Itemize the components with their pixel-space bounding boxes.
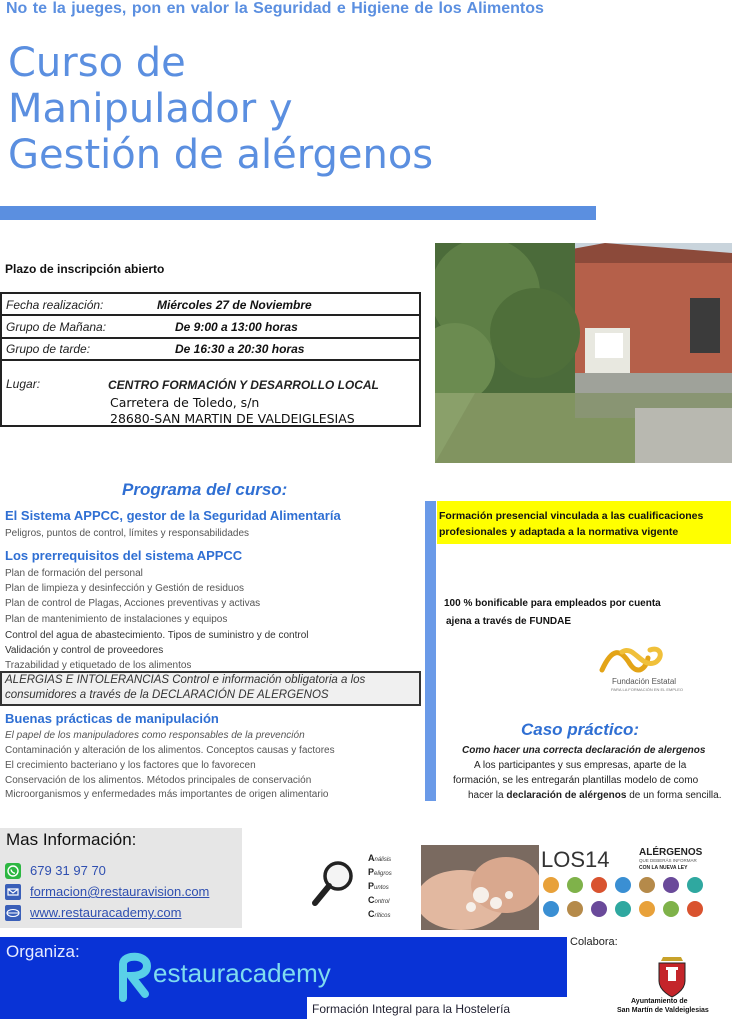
program-title: Programa del curso:	[122, 480, 288, 499]
case-study-text: de un forma sencilla.	[626, 790, 722, 801]
collaborator-label: Colabora:	[570, 936, 618, 948]
town-coat-of-arms-icon	[653, 955, 691, 1000]
appcc-letter: P	[368, 881, 375, 891]
case-study-line-2: formación, se les entregarán plantillas modelo de como	[453, 775, 699, 786]
allergen-line-1: ALERGIAS E INTOLERANCIAS Control e información obligatoria a los	[5, 674, 366, 686]
appcc-line	[368, 853, 391, 863]
appcc-word: ontrol	[374, 899, 390, 905]
allergen-icon	[591, 901, 607, 917]
allergen-icon	[639, 877, 655, 893]
list-item: Plan de formación del personal	[5, 568, 143, 579]
bonification-line-2: ajena a través de FUNDAE	[446, 616, 572, 627]
los14-title: LOS14	[541, 847, 610, 872]
appcc-word: untos	[374, 885, 389, 891]
allergen-icon	[591, 877, 607, 893]
appcc-letter: A	[368, 853, 375, 863]
course-title	[8, 40, 608, 178]
allergen-icon	[639, 901, 655, 917]
section-practices-heading: Buenas prácticas de manipulación	[5, 711, 219, 726]
contact-web-link[interactable]: www.restauracademy.com	[30, 905, 182, 920]
schedule-divider	[2, 359, 419, 361]
appcc-letter: P	[368, 867, 375, 877]
case-study-title: Caso práctico:	[521, 720, 640, 739]
training-line-2: profesionales y adaptada a la normativa vigente	[439, 526, 679, 538]
appcc-line	[368, 909, 391, 919]
course-title-line-1: Curso de	[8, 40, 186, 86]
case-study-line-3	[468, 790, 721, 801]
list-item: Plan de limpieza y desinfección y Gestión de residuos	[5, 583, 245, 594]
place-city: 28680-SAN MARTIN DE VALDEIGLESIAS	[110, 411, 355, 426]
training-highlight-box	[437, 501, 731, 544]
schedule-divider	[2, 337, 419, 339]
list-item: Contaminación y alteración de los alimentos. Conceptos causas y factores	[5, 745, 335, 756]
list-item: El papel de los manipuladores como responsables de la prevención	[5, 730, 305, 741]
bonification-line-1: 100 % bonificable para empleados por cuenta	[444, 598, 661, 609]
appcc-word: ríticos	[374, 913, 391, 919]
course-title-line-2: Manipulador y	[8, 86, 293, 132]
list-item: Validación y control de proveedores	[5, 645, 164, 656]
allergen-line-2: consumidores a través de la DECLARACIÓN DE ALERGENOS	[5, 689, 329, 701]
allergen-icon	[615, 901, 631, 917]
case-study-subtitle: Como hacer una correcta declaración de alergenos	[462, 745, 706, 756]
section-prereq-heading: Los prerrequisitos del sistema APPCC	[5, 548, 243, 563]
morning-label: Grupo de Mañana:	[6, 320, 107, 334]
allergens-14-graphic	[539, 845, 717, 927]
section-appcc-heading: El Sistema APPCC, gestor de la Seguridad Alimentaría	[5, 508, 341, 523]
list-item: Peligros, puntos de control, límites y responsabilidades	[5, 528, 250, 539]
building-illustration	[435, 243, 732, 463]
handwashing-photo	[421, 845, 539, 930]
allergen-icon	[663, 877, 679, 893]
appcc-word: nálisis	[374, 857, 392, 863]
allergens-icons-grid	[539, 845, 717, 927]
allergen-icon	[615, 877, 631, 893]
restauracademy-logo-text: estauracademy	[153, 958, 331, 988]
town-hall-line-1: Ayuntamiento de	[631, 998, 688, 1005]
contact-email-link[interactable]: formacion@restauravision.com	[30, 884, 210, 899]
email-icon	[5, 884, 21, 900]
list-item: El crecimiento bacteriano y los factores que lo favorecen	[5, 760, 256, 771]
list-item: Plan de mantenimiento de instalaciones y equipos	[5, 614, 228, 625]
organizer-slogan: Formación Integral para la Hostelería	[312, 1002, 511, 1016]
restauracademy-logo	[117, 948, 347, 1004]
appcc-line	[368, 895, 390, 905]
date-value: Miércoles 27 de Noviembre	[157, 298, 312, 312]
contact-phone: 679 31 97 70	[30, 863, 106, 878]
list-item: Plan de control de Plagas, Acciones preventivas y activas	[5, 598, 261, 609]
allergen-icon	[687, 901, 703, 917]
appcc-word: eligros	[374, 871, 392, 877]
inscription-notice: Plazo de inscripción abierto	[5, 262, 165, 276]
place-name: CENTRO FORMACIÓN Y DESARROLLO LOCAL	[108, 378, 379, 392]
magnifier-icon	[311, 858, 356, 908]
training-line-1: Formación presencial vinculada a las cualificaciones	[439, 510, 704, 522]
appcc-line	[368, 867, 392, 877]
place-label: Lugar:	[6, 377, 41, 391]
case-study-text: hacer la	[468, 790, 507, 801]
side-accent-bar	[425, 501, 436, 801]
appcc-letter: C	[368, 895, 375, 905]
list-item: Control del agua de abastecimiento. Tipos de suministro y de control	[5, 630, 309, 641]
organizer-label: Organiza:	[6, 942, 80, 961]
los14-line2: QUE DEBERÁS INFORMAR	[639, 858, 697, 863]
globe-icon	[5, 905, 21, 921]
afternoon-value: De 16:30 a 20:30 horas	[175, 342, 305, 356]
title-underline-bar	[0, 206, 596, 220]
contact-info-title: Mas Información:	[6, 830, 137, 849]
appcc-line	[368, 881, 389, 891]
whatsapp-icon	[5, 863, 21, 879]
place-address: Carretera de Toledo, s/n	[110, 395, 260, 410]
appcc-acronym	[368, 853, 416, 923]
course-title-line-3: Gestión de alérgenos	[8, 132, 434, 178]
case-study-line-1: A los participantes y sus empresas, aparte de la	[474, 760, 687, 771]
list-item: Microorganismos y enfermedades más importantes de origen alimentario	[5, 789, 329, 800]
los14-line3: CON LA NUEVA LEY	[639, 865, 688, 871]
appcc-letter: C	[368, 909, 375, 919]
fundae-name: Fundación Estatal	[612, 677, 677, 686]
morning-value: De 9:00 a 13:00 horas	[175, 320, 298, 334]
allergen-icon	[687, 877, 703, 893]
afternoon-label: Grupo de tarde:	[6, 342, 91, 356]
date-label: Fecha realización:	[6, 298, 104, 312]
fundae-mark-icon	[598, 640, 698, 676]
allergen-icon	[567, 877, 583, 893]
los14-line1: ALÉRGENOS	[639, 847, 703, 858]
fundae-subtitle: PARA LA FORMACIÓN EN EL EMPLEO	[611, 687, 684, 692]
schedule-divider	[2, 314, 419, 316]
allergen-icon	[543, 877, 559, 893]
list-item: Trazabilidad y etiquetado de los alimentos	[5, 660, 192, 671]
town-hall-line-2: San Martín de Valdeiglesias	[617, 1007, 709, 1014]
allergen-icon	[543, 901, 559, 917]
schedule-box	[0, 292, 421, 427]
tagline: No te la jueges, pon en valor la Seguridad e Higiene de los Alimentos	[6, 0, 544, 17]
allergen-icon	[567, 901, 583, 917]
allergen-highlight-box	[0, 671, 421, 706]
handwashing-illustration	[421, 845, 539, 930]
allergen-icon	[663, 901, 679, 917]
training-center-photo	[435, 243, 732, 463]
case-study-bold-text: declaración de alérgenos	[506, 790, 627, 801]
list-item: Conservación de los alimentos. Métodos principales de conservación	[5, 775, 312, 786]
